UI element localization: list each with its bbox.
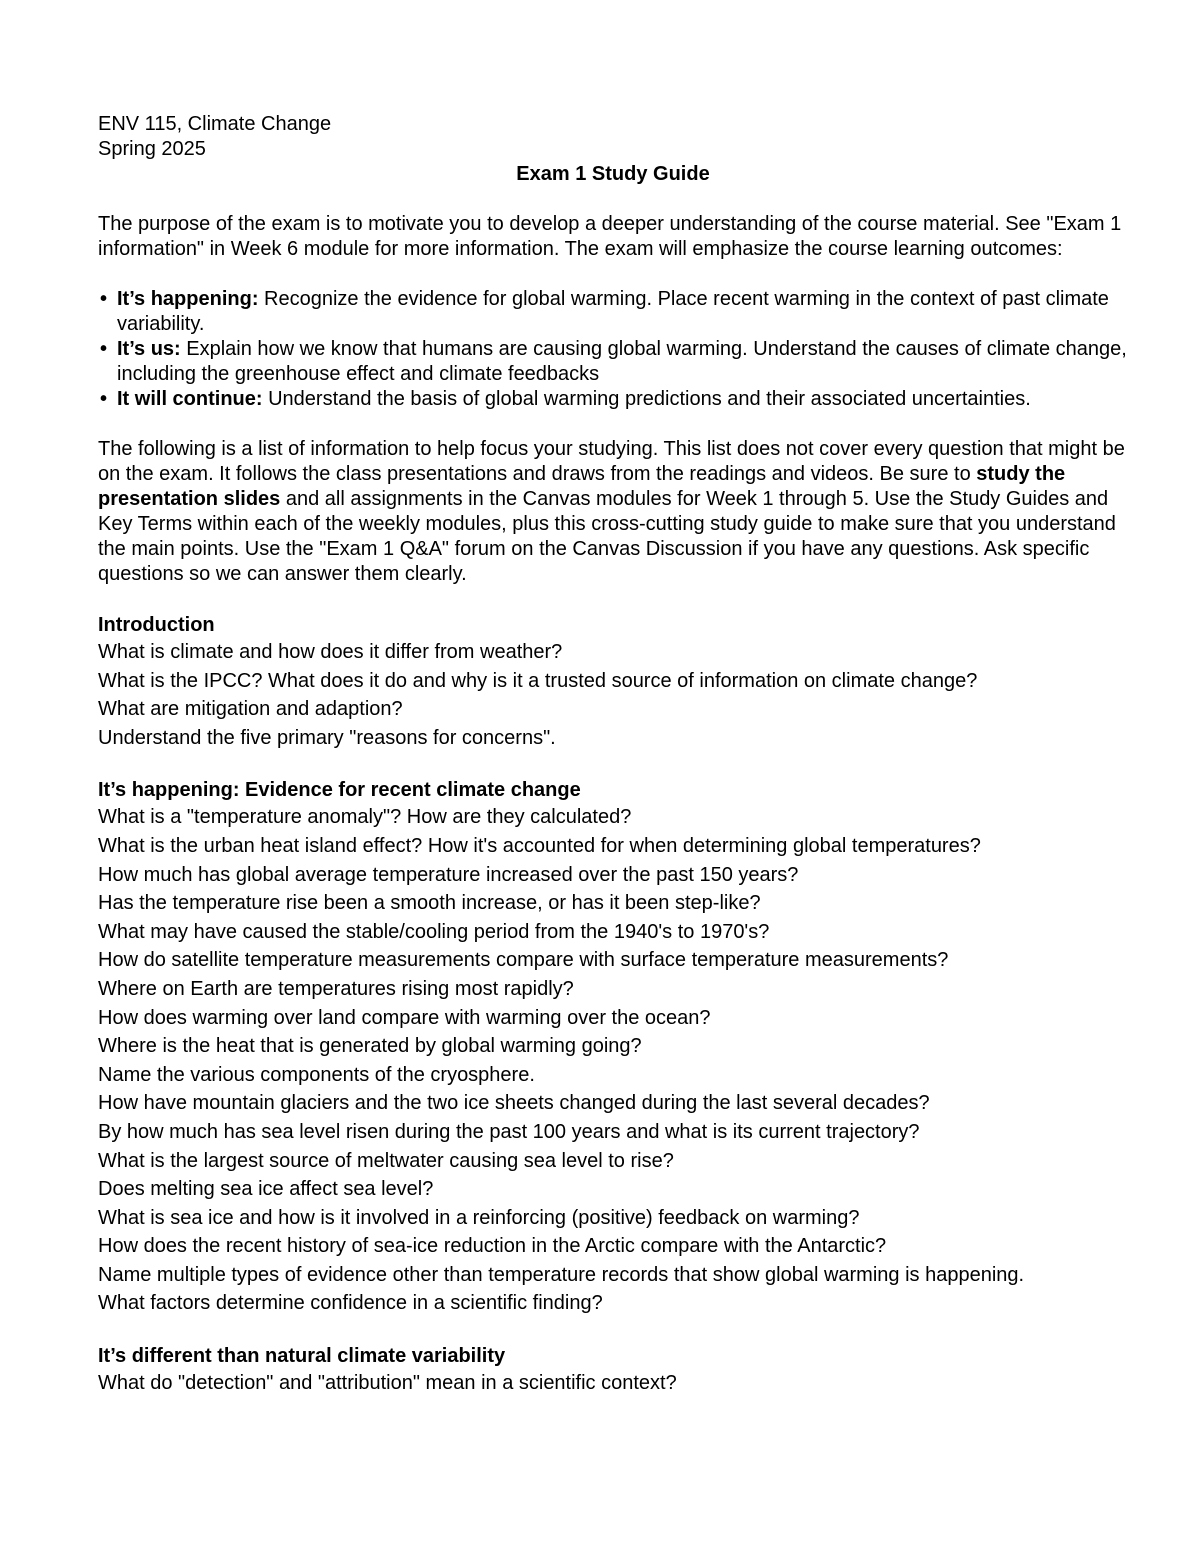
question-item: What are mitigation and adaption?: [98, 698, 403, 721]
question-item: What is a "temperature anomaly"? How are they calculated?: [98, 806, 632, 829]
question-item: How does warming over land compare with warming over the ocean?: [98, 1006, 711, 1029]
question-item: What may have caused the stable/cooling period from the 1940's to 1970's?: [98, 920, 770, 943]
section-introduction: [98, 612, 1128, 752]
question-item: What is the urban heat island effect? How it's accounted for when determining global temperatures?: [98, 834, 981, 857]
focus-text-part1: The following is a list of information to help focus your studying. This list does not cover every question that might be on the exam. It follows the class presentations and draws from the readings and videos. Be sure to: [98, 438, 1125, 485]
question-item: How have mountain glaciers and the two ice sheets changed during the last several decades?: [98, 1092, 930, 1115]
outcome-item: [98, 387, 1128, 412]
purpose-paragraph: The purpose of the exam is to motivate you to develop a deeper understanding of the course material. See "Exam 1 information" in Week 6 module for more information. The exam will emphasize the course learning outcomes:: [98, 213, 1122, 260]
outcome-label: It’s happening:: [117, 288, 259, 310]
course-term: Spring 2025: [98, 138, 206, 160]
section-heading: Introduction: [98, 614, 215, 636]
bullet-icon: •: [100, 288, 108, 310]
question-item: Where is the heat that is generated by global warming going?: [98, 1035, 642, 1058]
question-list: [98, 803, 1128, 1318]
question-item: Name the various components of the cryosphere.: [98, 1063, 535, 1086]
section-its-happening: [98, 777, 1128, 1318]
section-heading: It’s happening: Evidence for recent climate change: [98, 779, 581, 802]
question-item: By how much has sea level risen during the past 100 years and what is its current trajectory?: [98, 1120, 920, 1143]
outcome-text: Understand the basis of global warming predictions and their associated uncertainties.: [262, 388, 1031, 410]
question-item: Understand the five primary "reasons for concerns".: [98, 726, 556, 749]
outcome-label: It’s us:: [117, 338, 181, 360]
focus-emphasis: study the presentation slides: [98, 463, 1066, 510]
document-content: [98, 112, 1128, 1398]
question-item: How do satellite temperature measurements compare with surface temperature measurements?: [98, 949, 949, 972]
question-item: What is climate and how does it differ from weather?: [98, 641, 563, 663]
bullet-icon: •: [100, 388, 108, 410]
question-item: What factors determine confidence in a scientific finding?: [98, 1292, 603, 1315]
question-item: What is the largest source of meltwater causing sea level to rise?: [98, 1149, 674, 1172]
question-item: Where on Earth are temperatures rising most rapidly?: [98, 977, 574, 1000]
focus-paragraph: [98, 437, 1128, 587]
question-item: What do "detection" and "attribution" mean in a scientific context?: [98, 1372, 677, 1395]
page-title: Exam 1 Study Guide: [516, 163, 710, 185]
course-name: ENV 115, Climate Change: [98, 113, 332, 135]
question-item: Has the temperature rise been a smooth increase, or has it been step-like?: [98, 892, 761, 915]
question-item: How does the recent history of sea-ice reduction in the Arctic compare with the Antarctic?: [98, 1235, 887, 1258]
question-list: [98, 1369, 1128, 1398]
learning-outcomes-list: [98, 287, 1128, 412]
question-list: [98, 638, 1128, 752]
section-heading: It’s different than natural climate variability: [98, 1345, 506, 1368]
question-item: Does melting sea ice affect sea level?: [98, 1178, 434, 1201]
question-item: Name multiple types of evidence other than temperature records that show global warming is happening.: [98, 1263, 1025, 1286]
outcome-item: [98, 337, 1128, 387]
question-item: How much has global average temperature increased over the past 150 years?: [98, 863, 799, 886]
outcome-text: Recognize the evidence for global warming. Place recent warming in the context of past climate variability.: [117, 288, 1109, 335]
focus-text-part2: and all assignments in the Canvas modules for Week 1 through 5. Use the Study Guides and Key Terms within each of the weekly modules, plus this cross-cutting study guide to make sure that you understand the main points. Use the "Exam 1 Q&A" forum on the Canvas Discussion if you have any questions. Ask specific questions so we can answer them clearly.: [98, 488, 1116, 585]
outcome-label: It will continue:: [117, 388, 263, 410]
bullet-icon: •: [100, 338, 108, 360]
outcome-text: Explain how we know that humans are causing global warming. Understand the causes of climate change, including the greenhouse effect and climate feedbacks: [117, 338, 1127, 385]
question-item: What is the IPCC? What does it do and why is it a trusted source of information on climate change?: [98, 669, 978, 692]
section-natural-variability: [98, 1343, 1128, 1398]
question-item: What is sea ice and how is it involved in a reinforcing (positive) feedback on warming?: [98, 1206, 860, 1229]
outcome-item: [98, 287, 1128, 337]
